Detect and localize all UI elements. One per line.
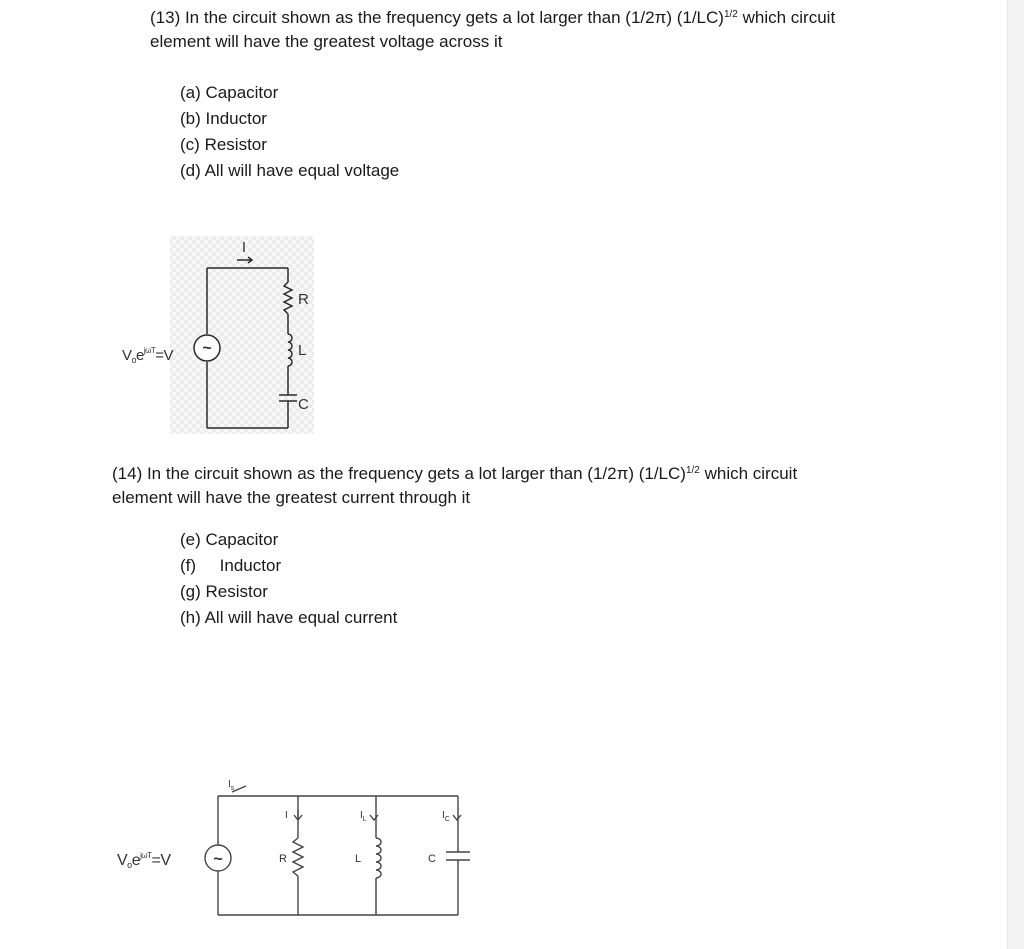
option-b: [180, 106, 399, 132]
resistor-label: R: [279, 853, 287, 865]
capacitor-label: C: [428, 853, 436, 865]
question-13-options: [180, 80, 399, 184]
option-text: All will have equal voltage: [204, 161, 400, 180]
resistor-label: R: [298, 291, 309, 308]
option-text: Capacitor: [205, 530, 279, 549]
scrollbar-track[interactable]: [1007, 0, 1024, 949]
option-text: Resistor: [205, 582, 268, 601]
question-13-text: [150, 6, 835, 54]
source-label-e: e: [131, 852, 141, 869]
source-label-tail: =V: [151, 852, 171, 869]
source-current-i: I: [228, 779, 231, 790]
resistor-symbol: [293, 838, 303, 876]
capacitor-current-sub: C: [444, 816, 450, 823]
question-14-main: (14) In the circuit shown as the frequency gets a lot larger than (1/2π) (1/LC): [112, 464, 686, 483]
question-13-tail: which circuit: [737, 8, 836, 27]
option-label: (d): [180, 161, 201, 180]
inductor-current-i: I: [360, 810, 363, 821]
series-rlc-circuit-figure: [110, 230, 330, 440]
question-14-text: [112, 462, 797, 510]
source-label-tail: =V: [155, 347, 174, 364]
inductor-symbol: [376, 838, 381, 878]
source-label: [117, 851, 171, 870]
source-label-v: V: [117, 852, 128, 869]
option-d: [180, 158, 399, 184]
option-text: Inductor: [200, 556, 282, 575]
source-label-exp: jωT: [143, 346, 156, 355]
option-h: [180, 605, 397, 631]
source-tilde: ~: [202, 340, 212, 357]
option-text: All will have equal current: [204, 608, 398, 627]
question-14-tail: which circuit: [699, 464, 798, 483]
question-13-line2: element will have the greatest voltage across it: [150, 32, 503, 51]
resistor-current-label: I: [285, 810, 288, 821]
capacitor-current-arrowhead: [453, 815, 461, 820]
option-text: Inductor: [205, 109, 267, 128]
option-a: [180, 80, 399, 106]
source-tilde: ~: [213, 851, 223, 868]
question-14-options: [180, 527, 397, 631]
option-e: [180, 527, 397, 553]
capacitor-label: C: [298, 396, 309, 413]
question-14-line2: element will have the greatest current through it: [112, 488, 471, 507]
option-f: [180, 553, 397, 579]
option-text: Resistor: [204, 135, 267, 154]
source-current-label: [228, 779, 235, 792]
current-label: I: [241, 239, 247, 256]
source-label: [122, 346, 174, 365]
parallel-rlc-circuit-figure: [110, 770, 490, 930]
inductor-label: L: [298, 342, 307, 359]
inductor-current-sub: L: [362, 816, 367, 823]
source-label-e: e: [136, 347, 144, 364]
source-label-v: V: [122, 347, 132, 364]
question-13-main: (13) In the circuit shown as the frequency gets a lot larger than (1/2π) (1/LC): [150, 8, 724, 27]
source-label-sub: o: [127, 860, 132, 870]
inductor-label: L: [355, 853, 362, 865]
figure-background: [170, 236, 314, 434]
inductor-current-label: [360, 810, 367, 823]
question-13-exponent: 1/2: [723, 9, 738, 20]
source-label-sub: o: [131, 355, 137, 365]
option-text: Capacitor: [205, 83, 279, 102]
option-label: (h): [180, 608, 201, 627]
option-label: (f): [180, 556, 197, 575]
option-label: (a): [180, 83, 201, 102]
option-label: (e): [180, 530, 201, 549]
inductor-current-arrowhead: [370, 815, 378, 820]
option-c: [180, 132, 399, 158]
option-label: (c): [180, 135, 200, 154]
capacitor-current-label: [442, 810, 450, 823]
option-g: [180, 579, 397, 605]
source-current-sub: s: [230, 785, 235, 792]
question-14-exponent: 1/2: [685, 465, 700, 476]
source-label-exp: jωT: [140, 851, 152, 860]
option-label: (g): [180, 582, 201, 601]
option-label: (b): [180, 109, 201, 128]
capacitor-current-i: I: [442, 810, 445, 821]
